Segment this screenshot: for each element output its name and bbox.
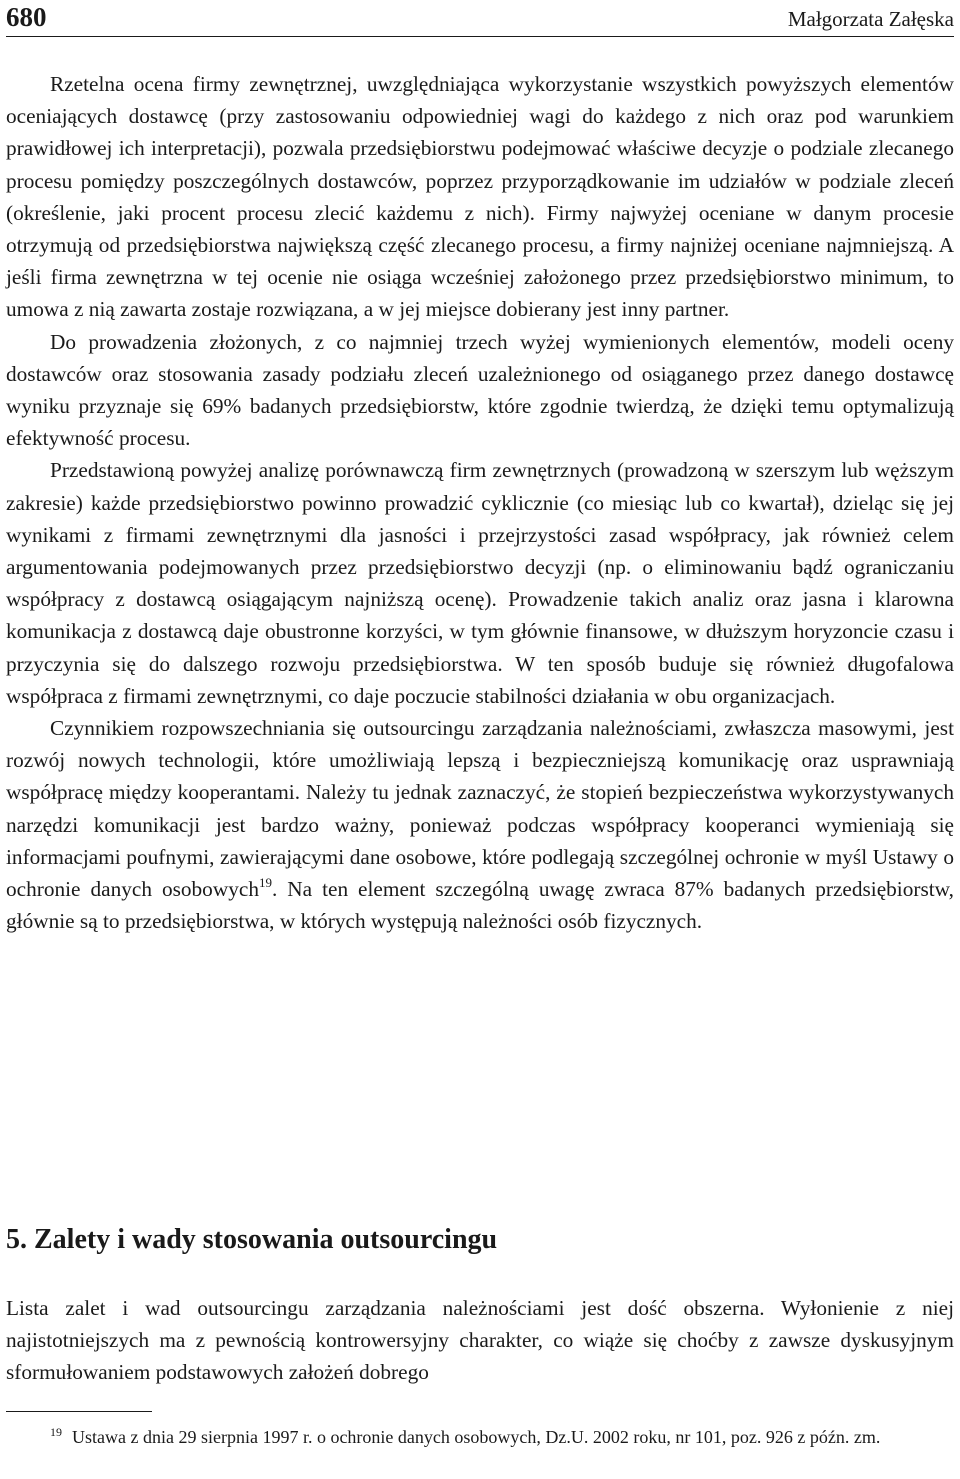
footnote <box>6 1424 954 1450</box>
page-number: 680 <box>6 2 47 32</box>
paragraph-4-text-a: Czynnikiem rozpowszechniania się outsourcingu zarządzania należnościami, zwłaszcza masowymi, jest rozwój nowych technologii, które umożliwiają lepszą i bezpieczniejszą komunikację oraz usprawniają współpracę między kooperantami. Należy tu jednak zaznaczyć, że stopień bezpieczeństwa wykorzystywanych narzędzi komunikacji jest bardzo ważny, ponieważ podczas współpracy kooperanci wymieniają się informacjami poufnymi, zawierającymi dane osobowe, które podlegają szczególnej ochronie w myśl Ustawy o ochronie danych osobowych <box>6 716 954 902</box>
page-header <box>6 0 954 37</box>
footnote-text: Ustawa z dnia 29 sierpnia 1997 r. o ochronie danych osobowych, Dz.U. 2002 roku, nr 101, poz. 926 z późn. zm. <box>72 1427 881 1447</box>
paragraph-4 <box>6 712 954 937</box>
footnote-number: 19 <box>50 1425 62 1439</box>
body-text <box>6 68 954 937</box>
paragraph-1: Rzetelna ocena firmy zewnętrznej, uwzględniająca wykorzystanie wszystkich powyższych elementów oceniających dostawcę (przy zastosowaniu odpowiedniej wagi do każdego z nich oraz pod warunkiem prawidłowej ich interpretacji), pozwala przedsiębiorstwu podejmować właściwe decyzje o podziale zlecanego procesu pomiędzy poszczególnych dostawców, poprzez przyporządkowanie im udziałów w podziale zleceń (określenie, jaki procent procesu zlecić każdemu z nich). Firmy najwyżej oceniane w danym procesie otrzymują od przedsiębiorstwa największą część zlecanego procesu, a firmy najniżej oceniane najmniejszą. A jeśli firma zewnętrzna w tej ocenie nie osiąga wcześniej założonego przez przedsiębiorstwo minimum, to umowa z nią zawarta zostaje rozwiązana, a w jej miejsce dobierany jest inny partner. <box>6 72 954 322</box>
paragraph-2: Do prowadzenia złożonych, z co najmniej trzech wyżej wymienionych elementów, modeli oceny dostawców oraz stosowania zasady podziału zleceń uzależnionego od osiąganego przez danego dostawcę wyniku przyznaje się 69% badanych przedsiębiorstw, które zgodnie twierdzą, że dzięki temu optymalizują efektywność procesu. <box>6 329 954 451</box>
footnote-reference[interactable]: 19 <box>258 875 272 891</box>
footnote-divider <box>6 1411 152 1412</box>
paragraph-3: Przedstawioną powyżej analizę porównawczą firm zewnętrznych (prowadzoną w szerszym lub węższym zakresie) każde przedsiębiorstwo powinno prowadzić cyklicznie (co miesiąc lub co kwartał), dzieląc się jej wynikami z firmami zewnętrznymi dla jasności i przejrzystości zasad współpracy, jak również celem argumentowania podejmowanych przez przedsiębiorstwo decyzji (np. o eliminowaniu bądź ograniczaniu współpracy z dostawcą osiągającym najniższą ocenę). Prowadzenie takich analiz oraz jasna i klarowna komunikacja z dostawcą daje obustronne korzyści, w tym głównie finansowe, w dłuższym horyzoncie czasu i przyczynia się do dalszego rozwoju przedsiębiorstwa. W ten sposób buduje się również długofalowa współpraca z firmami zewnętrznymi, co daje poczucie stabilności działania w obu organizacjach. <box>6 458 954 708</box>
paragraph-4-text-b: . Na ten element szczególną uwagę zwraca 87% badanych przedsiębiorstw, głównie są to przedsiębiorstwa, w których występują należności osób fizycznych. <box>6 877 954 934</box>
section-paragraph: Lista zalet i wad outsourcingu zarządzania należnościami jest dość obszerna. Wyłonienie z niej najistotniejszych ma z pewnością kontrowersyjny charakter, co wiąże się choćby z zawsze dyskusyjnym sformułowaniem podstawowych założeń dobrego <box>6 1296 954 1385</box>
running-head-author: Małgorzata Załęska <box>787 7 954 31</box>
section-heading: 5. Zalety i wady stosowania outsourcingu <box>6 1224 498 1255</box>
